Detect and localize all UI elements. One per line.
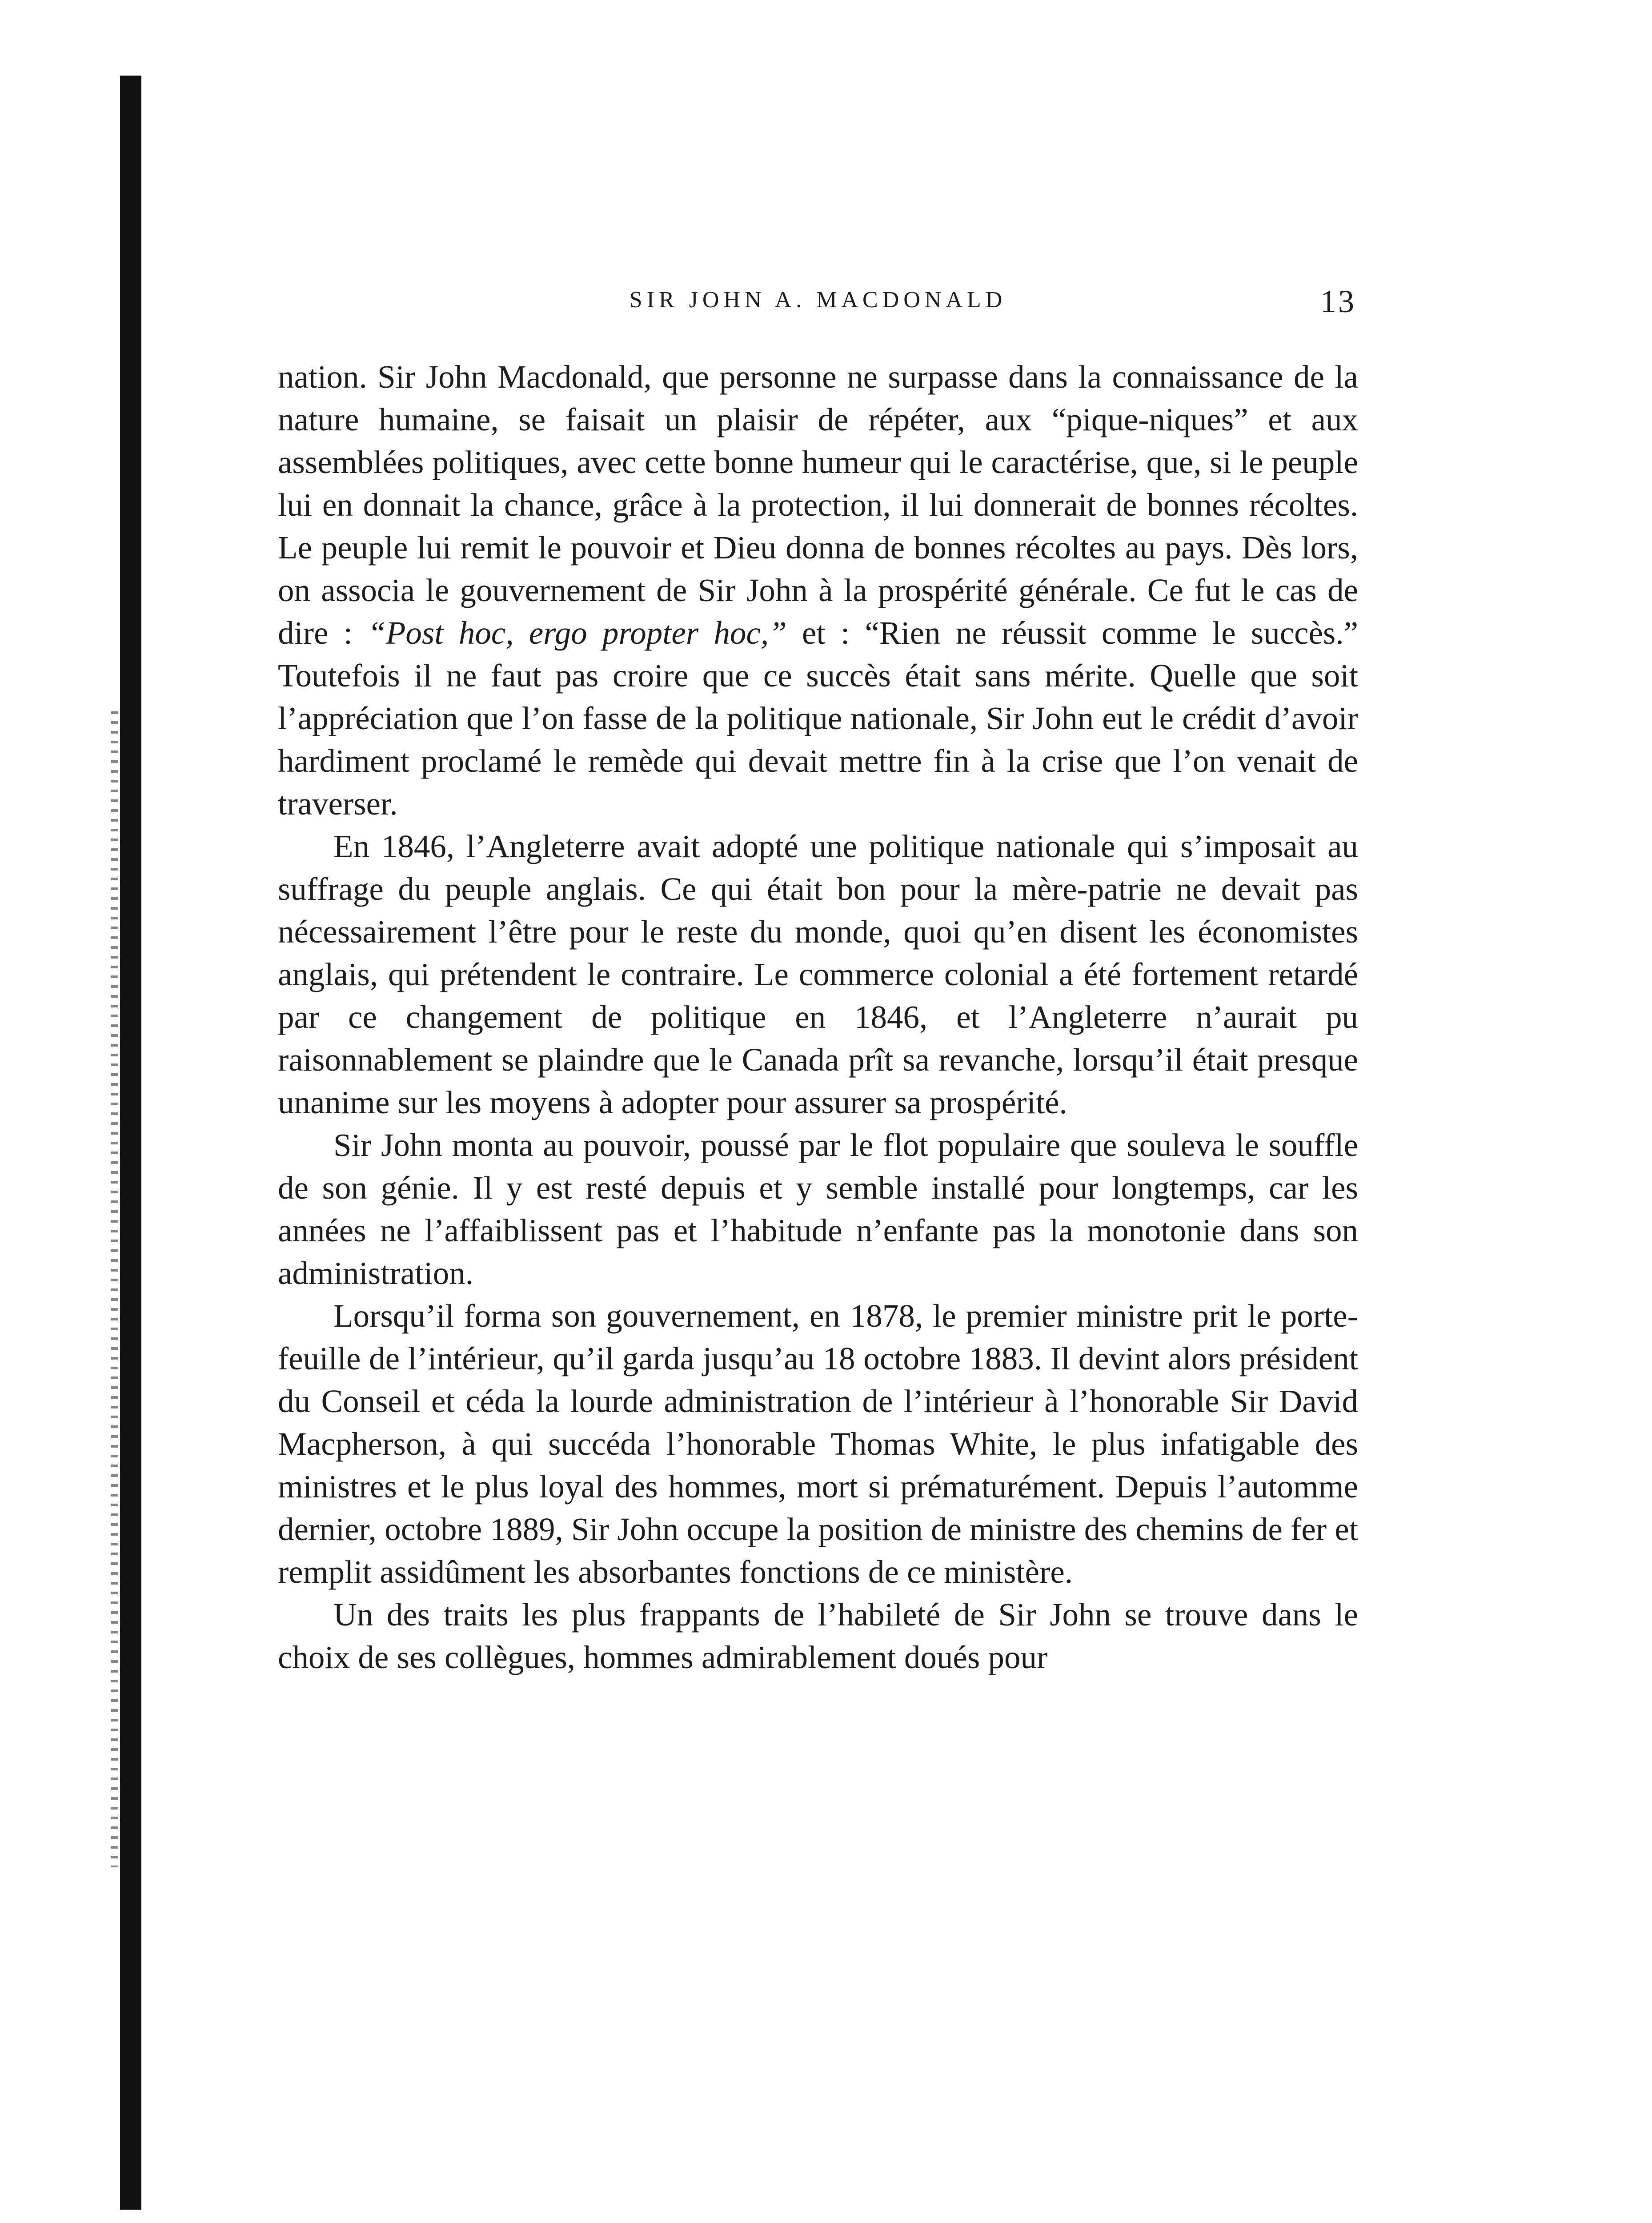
paragraph-1-continuation: “Rien ne réussit comme le succès.” Toutefois il ne faut pas croire que ce succès était sans mérite. Quelle que soit l’appréciation que l’on fasse de la politique nationale, Sir John eut le crédit d’avoir hardiment proclamé le remède qui devait mettre fin à la crise que l’on venait de traverser.	[278, 615, 1358, 822]
body-text	[278, 356, 1358, 1679]
scan-binding-edge	[120, 76, 141, 2210]
paragraph-4: Lorsqu’il forma son gouvernement, en 1878, le premier ministre prit le porte-feuille de l’intérieur, qu’il garda jusqu’au 18 octobre 1883. Il devint alors président du Conseil et céda la lourde administration de l’intérieur à l’honorable Sir David Macpherson, à qui succéda l’honorable Thomas White, le plus infatigable des ministres et le plus loyal des hommes, mort si prématurément. Depuis l’automme dernier, octobre 1889, Sir John occupe la position de ministre des chemins de fer et remplit assidûment les absorbantes fonctions de ce ministère.	[278, 1298, 1358, 1590]
paragraph-2: En 1846, l’Angleterre avait adopté une politique nationale qui s’imposait au suffrage du peuple anglais. Ce qui était bon pour la mère-patrie ne devait pas nécessairement l’être pour le reste du monde, quoi qu’en disent les économistes anglais, qui prétendent le contraire. Le commerce colonial a été fortement retardé par ce changement de politique en 1846, et l’Angleterre n’aurait pu raisonnablement se plaindre que le Canada prît sa revanche, lorsqu’il était presque unanime sur les moyens à adopter pour assurer sa prospérité.	[278, 828, 1358, 1120]
latin-quote: “Post hoc, ergo propter hoc,”	[368, 615, 787, 651]
running-head	[280, 284, 1356, 322]
page-number: 13	[1320, 284, 1356, 319]
running-title: SIR JOHN A. MACDONALD	[629, 287, 1007, 313]
paragraph-1-conjunction: et :	[802, 615, 850, 651]
paragraph-1	[278, 356, 1358, 825]
paragraph-1-text: nation. Sir John Macdonald, que personne ne surpasse dans la connaissance de la nature humaine, se faisait un plaisir de répéter, aux “pique-niques” et aux assemblées politiques, avec cette bonne humeur qui le caractérise, que, si le peuple lui en donnait la chance, grâce à la protection, il lui donnerait de bonnes récoltes. Le peuple lui remit le pouvoir et Dieu donna de bonnes récoltes au pays. Dès lors, on associa le gouvernement de Sir John à la prospérité générale. Ce fut le cas de dire :	[278, 359, 1358, 651]
paragraph-3: Sir John monta au pouvoir, poussé par le flot populaire que souleva le souffle de son génie. Il y est resté depuis et y semble installé pour longtemps, car les années ne l’affaiblissent pas et l’habitude n’enfante pas la monotonie dans son administration.	[278, 1127, 1358, 1291]
paragraph-5: Un des traits les plus frappants de l’habileté de Sir John se trouve dans le choix de ses collègues, hommes admirablement doués pour	[278, 1597, 1358, 1675]
scan-binding-speckle	[111, 711, 118, 1867]
